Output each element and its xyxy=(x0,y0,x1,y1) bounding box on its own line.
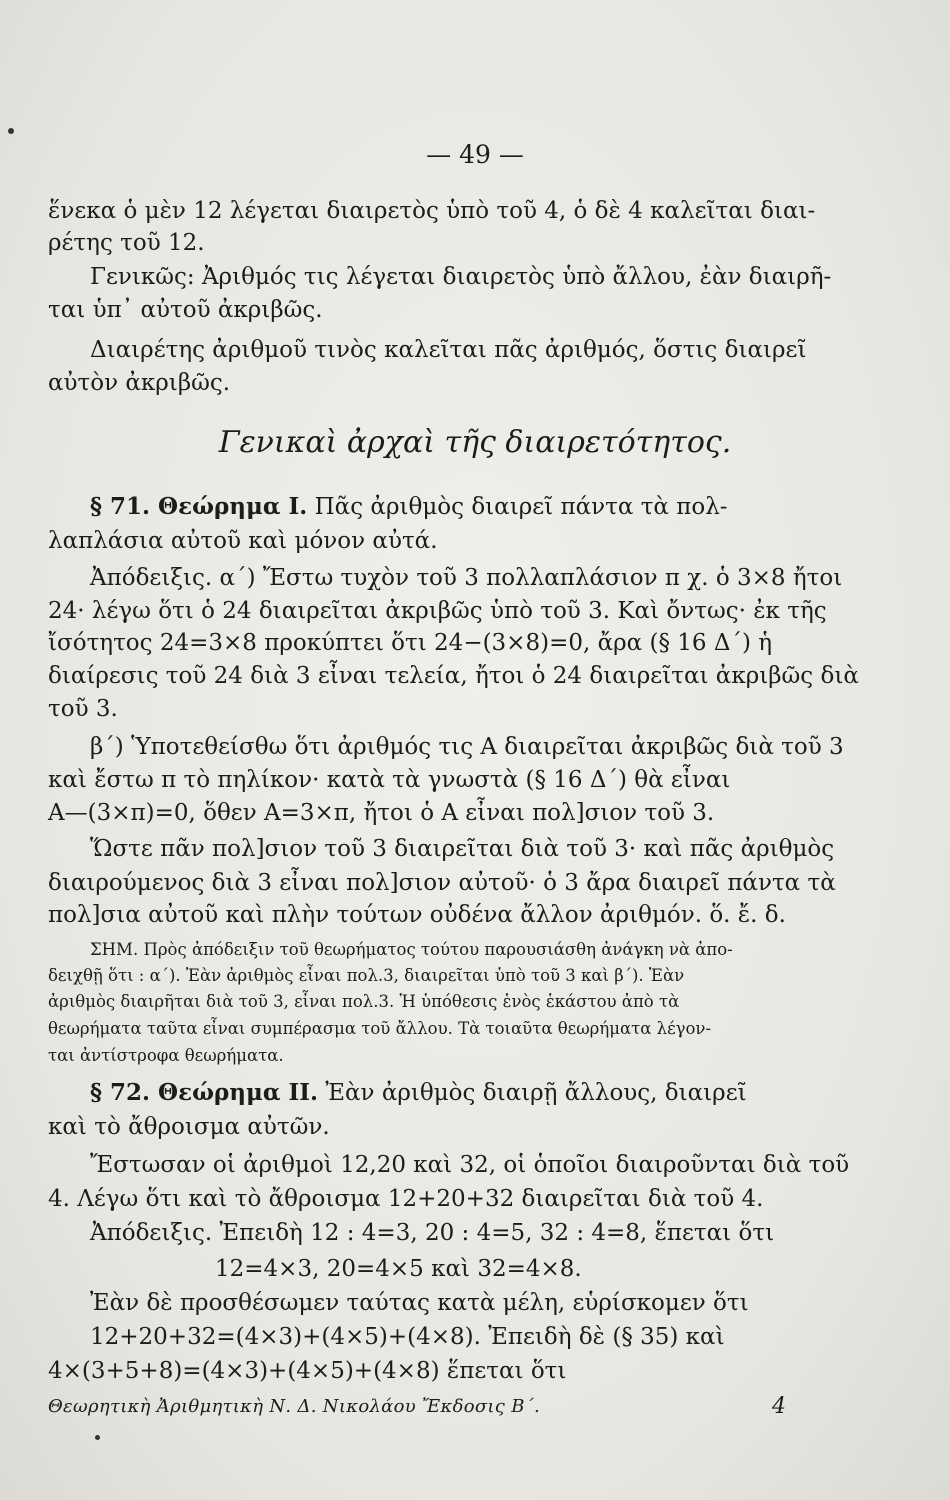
text-line: διαίρεσις τοῦ 24 διὰ 3 εἶναι τελεία, ἤτοι ὁ 24 διαιρεῖται ἀκριβῶς διὰ xyxy=(48,663,859,689)
text-line: πολ]σια αὐτοῦ καὶ πλὴν τούτων οὐδένα ἄλλον ἀριθμόν. ὅ. ἔ. δ. xyxy=(48,902,786,928)
text-line: Ὥστε πᾶν πολ]σιον τοῦ 3 διαιρεῖται διὰ τοῦ 3· καὶ πᾶς ἀριθμὸς xyxy=(90,836,835,862)
text-line: 4×(3+5+8)=(4×3)+(4×5)+(4×8) ἕπεται ὅτι xyxy=(48,1358,567,1384)
theorem-2-line xyxy=(90,1078,880,1108)
section-heading: Γενικαὶ ἀρχαὶ τῆς διαιρετότητος. xyxy=(218,425,732,460)
text-line: διαιρούμενος διὰ 3 εἶναι πολ]σιον αὐτοῦ· ὁ 3 ἄρα διαιρεῖ πάντα τὰ xyxy=(48,870,836,896)
note-line: θεωρήματα ταῦτα εἶναι συμπέρασμα τοῦ ἄλλου. Τὰ τοιαῦτα θεωρήματα λέγον- xyxy=(48,1019,712,1038)
page-header: — 49 — xyxy=(426,140,524,169)
text-line: 4. Λέγω ὅτι καὶ τὸ ἄθροισμα 12+20+32 διαιρεῖται διὰ τοῦ 4. xyxy=(48,1186,764,1212)
text-line: 12=4×3, 20=4×5 καὶ 32=4×8. xyxy=(215,1256,582,1282)
text-line: Γενικῶς: Ἀριθμός τις λέγεται διαιρετὸς ὑπὸ ἄλλου, ἐὰν διαιρῆ- xyxy=(90,264,832,290)
text-line: Α—(3×π)=0, ὅθεν Α=3×π, ἤτοι ὁ Α εἶναι πολ]σιον τοῦ 3. xyxy=(48,800,715,826)
signature-mark: 4 xyxy=(772,1394,786,1419)
note-line: ΣΗΜ. Πρὸς ἀπόδειξιν τοῦ θεωρήματος τούτου παρουσιάσθη ἀνάγκη νὰ ἀπο- xyxy=(90,940,733,959)
text-line: 24· λέγω ὅτι ὁ 24 διαιρεῖται ἀκριβῶς ὑπὸ τοῦ 3. Καὶ ὄντως· ἐκ τῆς xyxy=(48,598,827,624)
text-line: 12+20+32=(4×3)+(4×5)+(4×8). Ἐπειδὴ δὲ (§ 35) καὶ xyxy=(90,1324,725,1350)
footer-title: Θεωρητικὴ Ἀριθμητικὴ Ν. Δ. Νικολάου Ἔκδοσις Β΄. xyxy=(48,1396,541,1417)
text-line: ρέτης τοῦ 12. xyxy=(48,230,205,256)
ink-dot xyxy=(8,128,14,134)
text-line: Ἀπόδειξις. α΄) Ἔστω τυχὸν τοῦ 3 πολλαπλάσιον π χ. ὁ 3×8 ἤτοι xyxy=(90,565,843,591)
text-line: Ἔστωσαν οἱ ἀριθμοὶ 12,20 καὶ 32, οἱ ὁποῖοι διαιροῦνται διὰ τοῦ xyxy=(90,1152,850,1178)
text-line: Διαιρέτης ἀριθμοῦ τινὸς καλεῖται πᾶς ἀριθμός, ὅστις διαιρεῖ xyxy=(90,337,807,363)
text-line: ται ὑπ᾽ αὐτοῦ ἀκριβῶς. xyxy=(48,297,323,323)
text-line: λαπλάσια αὐτοῦ καὶ μόνον αὐτά. xyxy=(48,528,438,554)
theorem-1-statement: Πᾶς ἀριθμὸς διαιρεῖ πάντα τὰ πολ- xyxy=(314,494,728,520)
text-line: τοῦ 3. xyxy=(48,696,118,722)
theorem-1-line xyxy=(90,492,880,522)
theorem-2-label: § 72. Θεώρημα ΙΙ. xyxy=(90,1079,319,1106)
theorem-1-label: § 71. Θεώρημα Ι. xyxy=(90,493,308,520)
note-line: ἀριθμὸς διαιρῆται διὰ τοῦ 3, εἶναι πολ.3. Ἡ ὑπόθεσις ἑνὸς ἑκάστου ἀπὸ τὰ xyxy=(48,992,680,1011)
text-line: ἴσότητος 24=3×8 προκύπτει ὅτι 24−(3×8)=0, ἄρα (§ 16 Δ΄) ἡ xyxy=(48,630,773,656)
text-line: Ἀπόδειξις. Ἐπειδὴ 12 : 4=3, 20 : 4=5, 32 : 4=8, ἕπεται ὅτι xyxy=(90,1220,775,1246)
text-line: ἕνεκα ὁ μὲν 12 λέγεται διαιρετὸς ὑπὸ τοῦ 4, ὁ δὲ 4 καλεῖται διαι- xyxy=(48,198,816,224)
text-line: καὶ ἔστω π τὸ πηλίκον· κατὰ τὰ γνωστὰ (§ 16 Δ΄) θὰ εἶναι xyxy=(48,767,731,793)
text-line: αὐτὸν ἀκριβῶς. xyxy=(48,370,231,396)
text-line: β΄) Ὑποτεθείσθω ὅτι ἀριθμός τις Α διαιρεῖται ἀκριβῶς διὰ τοῦ 3 xyxy=(90,734,844,760)
note-line: ται ἀντίστροφα θεωρήματα. xyxy=(48,1046,284,1065)
text-line: καὶ τὸ ἄθροισμα αὐτῶν. xyxy=(48,1114,330,1140)
text-line: Ἐὰν δὲ προσθέσωμεν ταύτας κατὰ μέλη, εὑρίσκομεν ὅτι xyxy=(90,1290,749,1316)
note-line: δειχθῇ ὅτι : α΄). Ἐὰν ἀριθμὸς εἶναι πολ.3, διαιρεῖται ὑπὸ τοῦ 3 καὶ β΄). Ἐὰν xyxy=(48,966,685,985)
theorem-2-statement: Ἐὰν ἀριθμὸς διαιρῇ ἄλλους, διαιρεῖ xyxy=(325,1080,747,1106)
ink-dot xyxy=(95,1435,100,1440)
